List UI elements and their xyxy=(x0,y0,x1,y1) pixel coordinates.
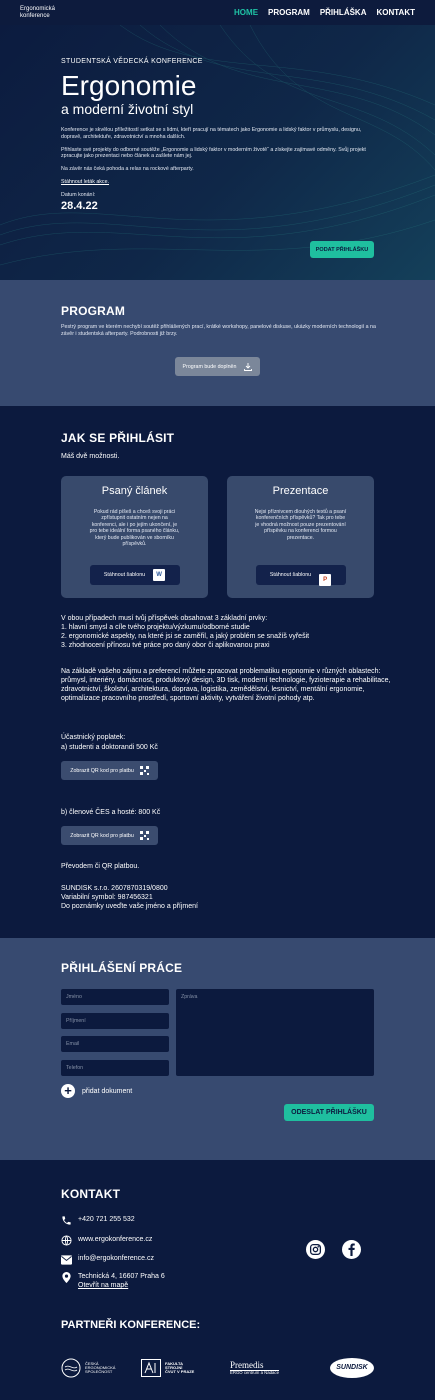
bank-details xyxy=(61,884,391,911)
event-date: 28.4.22 xyxy=(61,199,98,212)
download-template-label: Stáhnout šablonu xyxy=(103,572,146,578)
partner-text: ERGO centrum a Nadace xyxy=(230,1370,279,1376)
hero-submit-button[interactable]: PODAT PŘIHLÁŠKU xyxy=(310,241,374,258)
hero-paragraph-2: Přihlaste své projekty do odborné soutěže „Ergonomie a lidský faktor v moderním životě“ a získejte zajímavé odměny. Svůj projekt zpracujte jako prezentaci nebo článek a zašlete nám jej. xyxy=(61,146,366,160)
program-section xyxy=(0,280,435,406)
premedis-logo-text xyxy=(230,1360,279,1375)
download-article-template-button[interactable] xyxy=(90,565,180,585)
hero-paragraph-3: Na závěr nás čeká pohoda a relax na rockové afterparty. xyxy=(61,166,194,173)
logo-line-1: Ergonomická xyxy=(20,6,56,12)
requirement-item: 2. ergonomické aspekty, na které jsi se zaměřil, a jaký problém se snažíš vyřešit xyxy=(61,633,310,640)
phone-number: +420 721 255 532 xyxy=(78,1216,135,1223)
partner-text: SPOLEČNOST xyxy=(85,1369,113,1375)
partner-text: ČVUT V PRAZE xyxy=(165,1369,195,1375)
send-application-button[interactable]: ODESLAT PŘIHLÁŠKU xyxy=(284,1104,374,1121)
card-article-title: Psaný článek xyxy=(101,485,168,497)
mail-icon xyxy=(61,1254,72,1265)
phone-field[interactable] xyxy=(61,1060,169,1076)
partner-logo-fs-cvut[interactable] xyxy=(141,1356,194,1380)
cvut-logo-icon xyxy=(141,1359,161,1377)
download-presentation-template-button[interactable] xyxy=(256,565,346,585)
contact-section xyxy=(0,1160,435,1400)
card-presentation-text: Nejsi příznivcem dlouhých textů a psaní konferenčních příspěvků? Tak pro tebe je vhodná možnost pouze prezentování příspěvku na konferenci formou prezentace. xyxy=(254,509,347,541)
powerpoint-icon: P xyxy=(319,574,331,586)
card-article xyxy=(61,476,208,598)
payment-note: Do poznámky uveďte vaše jméno a příjmení xyxy=(61,903,198,910)
website: www.ergokonference.cz xyxy=(78,1236,153,1243)
cvut-logo-text xyxy=(165,1362,194,1375)
download-template-label: Stáhnout šablonu xyxy=(269,572,312,578)
main-menu xyxy=(234,8,415,17)
qr-button-label: Zobrazit QR kod pro platbu xyxy=(70,832,134,839)
how-to-apply-section xyxy=(0,406,435,938)
program-title: PROGRAM xyxy=(61,304,126,318)
facebook-icon[interactable] xyxy=(342,1240,361,1259)
form-title: PŘIHLÁŠENÍ PRÁCE xyxy=(61,961,183,975)
word-icon: W xyxy=(153,569,165,581)
partner-logo-ces[interactable] xyxy=(61,1356,115,1380)
partner-text: SUNDISK xyxy=(336,1363,368,1371)
date-label: Datum konání: xyxy=(61,191,96,198)
application-form-section xyxy=(0,938,435,1160)
partner-text: Premedis xyxy=(230,1360,264,1371)
nav-program[interactable]: PROGRAM xyxy=(268,8,310,17)
variable-symbol: Variabilní symbol: 987456321 xyxy=(61,894,153,901)
message-field[interactable] xyxy=(176,989,374,1076)
email-field[interactable] xyxy=(61,1036,169,1052)
email-address: info@ergokonference.cz xyxy=(78,1255,154,1262)
ces-logo-text xyxy=(85,1362,115,1375)
card-article-text: Pokud rád píšeš a chceš svoji práci zpřístupnit ostatním nejen na konferenci, ale i po jejím ukončení, je pro tebe ideální forma psaného článku, který bude publikován ve sborníku příspěvků. xyxy=(89,509,180,548)
show-qr-button-students[interactable] xyxy=(61,761,158,780)
add-document-button[interactable] xyxy=(61,1084,132,1098)
sundisk-logo xyxy=(330,1358,374,1378)
program-description: Pestrý program ve kterém nechybí soutěž přihlášených prací, krátké workshopy, panelové diskuse, ukázky moderních technologií a na závěr i studentská afterparty. Podrobnosti již brzy. xyxy=(61,324,376,337)
nav-home[interactable]: HOME xyxy=(234,8,259,17)
ces-logo-icon xyxy=(61,1358,81,1378)
partner-text: FAKULTA xyxy=(165,1360,184,1366)
card-presentation xyxy=(227,476,374,598)
partner-text: ERGONOMICKÁ xyxy=(85,1364,116,1370)
requirement-item: 1. hlavní smysl a cíle tvého projektu/výzkumu/odborné studie xyxy=(61,624,250,631)
contact-title: KONTAKT xyxy=(61,1187,121,1201)
transfer-text: Převodem či QR platbou. xyxy=(61,863,140,870)
nav-prihlaska[interactable]: PŘIHLÁŠKA xyxy=(319,8,367,17)
contact-web[interactable] xyxy=(61,1235,152,1246)
plus-icon: + xyxy=(61,1084,75,1098)
hero-subtitle: a moderní životní styl xyxy=(61,101,194,117)
fee-title: Účastnický poplatek: xyxy=(61,734,126,741)
add-document-label: přidat dokument xyxy=(82,1087,133,1095)
contact-email[interactable] xyxy=(61,1254,154,1265)
partner-text: STROJNÍ xyxy=(165,1364,183,1370)
site-logo[interactable] xyxy=(20,6,80,19)
partner-logo-sundisk[interactable] xyxy=(330,1356,374,1380)
address-block xyxy=(78,1272,165,1290)
requirements-intro: V obou případech musí tvůj příspěvek obsahovat 3 základní prvky: xyxy=(61,615,268,622)
qr-code-icon xyxy=(140,766,149,775)
qr-button-label: Zobrazit QR kod pro platbu xyxy=(70,767,134,774)
requirements-list xyxy=(61,614,391,650)
partner-text: ČESKÁ xyxy=(85,1360,99,1366)
open-map-link[interactable]: Otevřít na mapě xyxy=(78,1282,129,1289)
hero-title: Ergonomie xyxy=(61,70,197,101)
show-qr-button-members[interactable] xyxy=(61,826,158,845)
bank-account: SUNDISK s.r.o. 2607870319/0800 xyxy=(61,885,168,892)
qr-code-icon xyxy=(140,831,149,840)
nav-kontakt[interactable]: KONTAKT xyxy=(376,8,415,17)
download-icon xyxy=(244,363,252,371)
how-intro: Máš dvě možnosti. xyxy=(61,453,120,460)
fee-students: a) studenti a doktorandi 500 Kč xyxy=(61,744,158,751)
requirement-item: 3. zhodnocení přínosu tvé práce pro daný obor či aplikovanou praxi xyxy=(61,642,270,649)
address: Technická 4, 16607 Praha 6 xyxy=(78,1273,165,1280)
top-nav xyxy=(0,0,435,25)
how-title: JAK SE PŘIHLÁSIT xyxy=(61,431,175,445)
flyer-download-link[interactable]: Stáhnout leták akce. xyxy=(61,178,109,185)
hero-paragraph-1: Konference je skvělou příležitostí setkat se s lidmi, kteří pracují na tématech jako Ergonomie a lidský faktor v průmyslu, designu, dopravě, architektuře, zdravotnictví a mnoha dalších. xyxy=(61,127,362,140)
contact-address xyxy=(61,1272,165,1290)
surname-field[interactable] xyxy=(61,1013,169,1029)
fee-members: b) členové ČES a hosté: 800 Kč xyxy=(61,809,161,816)
instagram-icon[interactable] xyxy=(306,1240,325,1259)
name-field[interactable] xyxy=(61,989,169,1005)
contact-phone[interactable] xyxy=(61,1215,135,1226)
phone-icon xyxy=(61,1215,72,1226)
partners-title: PARTNEŘI KONFERENCE: xyxy=(61,1319,201,1331)
location-pin-icon xyxy=(61,1272,72,1283)
program-button-label: Program bude doplněn xyxy=(182,363,237,370)
hero-kicker: STUDENTSKÁ VĚDECKÁ KONFERENCE xyxy=(61,58,203,65)
logo-line-2: konference xyxy=(20,12,50,19)
program-button[interactable] xyxy=(175,357,260,376)
globe-icon xyxy=(61,1235,72,1246)
card-presentation-title: Prezentace xyxy=(272,485,329,497)
hero-section xyxy=(0,25,435,280)
hero-content xyxy=(61,58,381,212)
areas-text: Na základě vašeho zájmu a preferencí můžete zpracovat problematiku ergonomie v různých oblastech: průmysl, interiéry, domácnost, produktový design, 3D tisk, moderní technologie, fyzioterapie a rehabilitace, zdravotnictví, školství, architektura, doprava, logistika, zemědělství, lesnictví, mentální ergonomie, optimalizace pracovního prostředí, sportovní aktivity, vytváření životní pohody atp. xyxy=(61,668,391,702)
partner-logo-premedis[interactable] xyxy=(230,1356,279,1380)
